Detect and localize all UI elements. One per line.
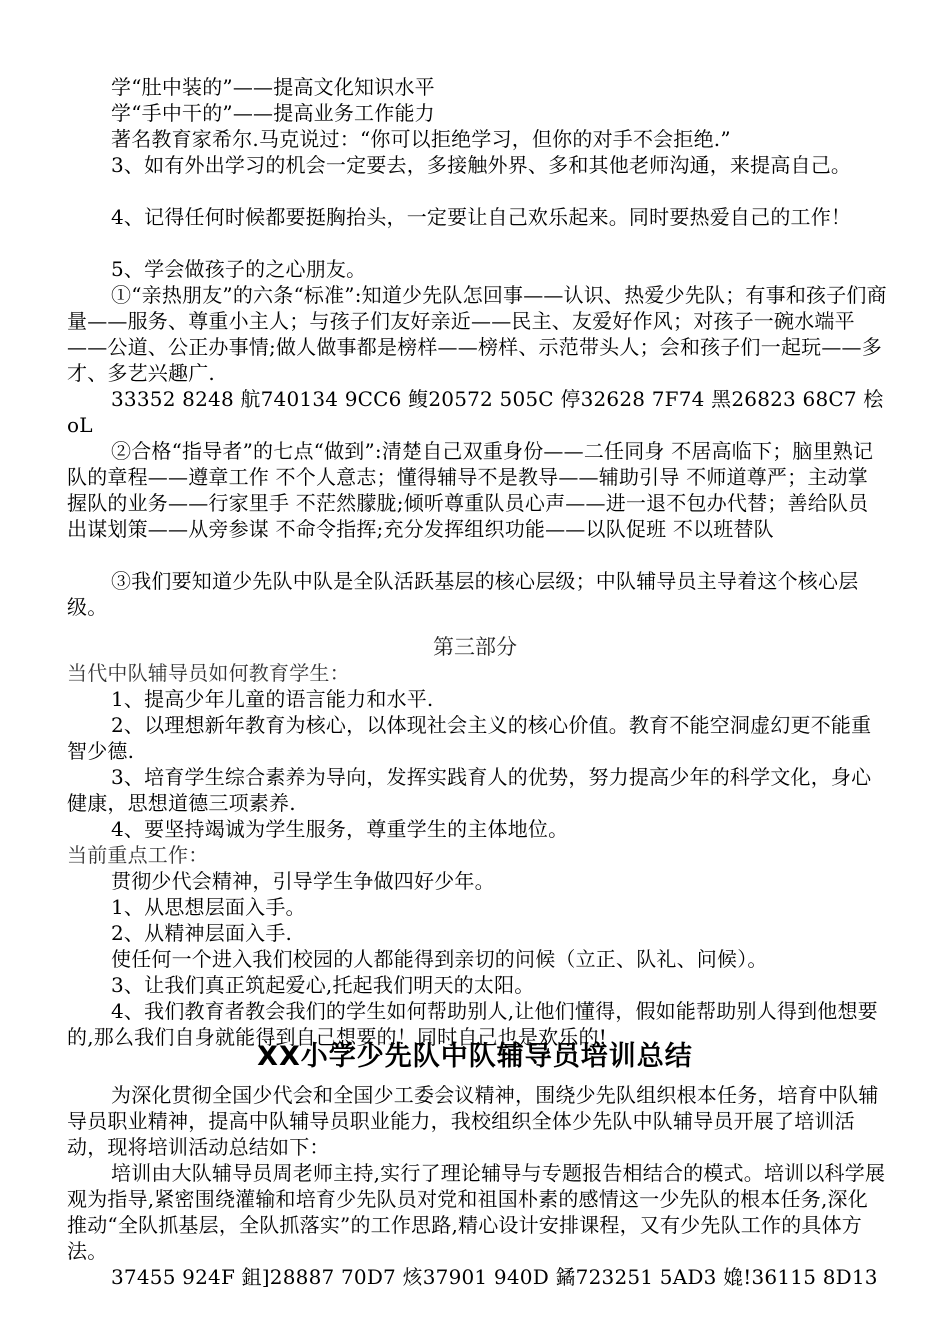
quote-line: 著名教育家希尔.马克说过：“你可以拒绝学习，但你的对手不会拒绝.” [111, 127, 731, 151]
education-label: 当代中队辅导员如何教育学生： [67, 661, 350, 685]
part-three-heading: 第三部分 [433, 635, 517, 659]
study-knowledge-line: 学“肚中装的”——提高文化知识水平 [111, 75, 435, 99]
focus-item-4: 4、我们教育者教会我们的学生如何帮助别人,让他们懂得，假如能帮助别人得到他想要的,那么我们自身就能得到自己想要的！同时自己也是欢乐的! [67, 999, 878, 1049]
education-item-1: 1、提高少年儿童的语言能力和水平. [111, 687, 434, 711]
guide-rules-paragraph: ②合格“指导者”的七点“做到”:清楚自己双重身份——二任同身 不居高临下；脑里熟记队的章程——遵章工作 不个人意志；懂得辅导不是教导——辅助引导 不师道尊严；主动掌握队的业务——行家里手 不茫然朦胧;倾听尊重队员心声——进一退不包办代替；善给队员出谋划策——从旁参谋 不命令指挥;充分发挥组织功能——以队促班 不以班替队 [67, 439, 874, 541]
core-level-paragraph: ③我们要知道少先队中队是全队活跃基层的核心层级；中队辅导员主导着这个核心层级。 [67, 569, 859, 619]
item-4-paragraph: 4、记得任何时候都要挺胸抬头，一定要让自己欢乐起来。同时要热爱自己的工作！ [111, 205, 852, 229]
code-line-2: 37455 924F 鉏]28887 70D7 烗37901 940D 鐍723251 5AD3 嫓!36115 8D13 [111, 1265, 878, 1289]
focus-item-3: 3、让我们真正筑起爱心,托起我们明天的太阳。 [111, 973, 535, 997]
education-item-3: 3、培育学生综合素养为导向，发挥实践育人的优势，努力提高少年的科学文化，身心健康，思想道德三项素养. [67, 765, 872, 815]
code-line-1: 33352 8248 航740134 9CC6 鳆20572 505C 停32628 7F74 黑26823 68C7 桧oL [67, 387, 884, 437]
focus-item-2: 2、从精神层面入手. [111, 921, 293, 945]
focus-greeting-line: 使任何一个进入我们校园的人都能得到亲切的问候（立正、队礼、问候）。 [111, 947, 768, 971]
item-5-paragraph: 5、学会做孩子的之心朋友。 [111, 257, 367, 281]
friend-standards-paragraph: ①“亲热朋友”的六条“标准”:知道少先队怎回事——认识、热爱少先队；有事和孩子们商量——服务、尊重小主人；与孩子们友好亲近——民主、友爱好作风；对孩子一碗水端平——公道、公正办事情;做人做事都是榜样——榜样、示范带头人；会和孩子们一起玩——多才、多艺兴趣广. [67, 283, 887, 385]
summary-paragraph-1: 为深化贯彻全国少代会和全国少工委会议精神，围绕少先队组织根本任务，培育中队辅导员职业精神，提高中队辅导员职业能力，我校组织全体少先队中队辅导员开展了培训活动，现将培训活动总结如下： [67, 1083, 879, 1159]
focus-intro: 贯彻少代会精神，引导学生争做四好少年。 [111, 869, 495, 893]
focus-label: 当前重点工作： [67, 843, 209, 867]
education-item-2: 2、以理想新年教育为核心，以体现社会主义的核心价值。教育不能空洞虚幻更不能重智少德. [67, 713, 872, 763]
education-item-4: 4、要坚持竭诚为学生服务，尊重学生的主体地位。 [111, 817, 569, 841]
item-3-paragraph: 3、如有外出学习的机会一定要去，多接触外界、多和其他老师沟通，来提高自己。 [111, 153, 852, 177]
study-skill-line: 学“手中干的”——提高业务工作能力 [111, 101, 435, 125]
summary-title: XX小学少先队中队辅导员培训总结 [257, 1041, 693, 1072]
summary-paragraph-2: 培训由大队辅导员周老师主持,实行了理论辅导与专题报告相结合的模式。培训以科学展观为指导,紧密围绕灌输和培育少先队员对党和祖国朴素的感情这一少先队的根本任务,深化推动“全队抓基层，全队抓落实”的工作思路,精心设计安排课程，又有少先队工作的具体方法。 [67, 1161, 886, 1263]
focus-item-1: 1、从思想层面入手。 [111, 895, 306, 919]
